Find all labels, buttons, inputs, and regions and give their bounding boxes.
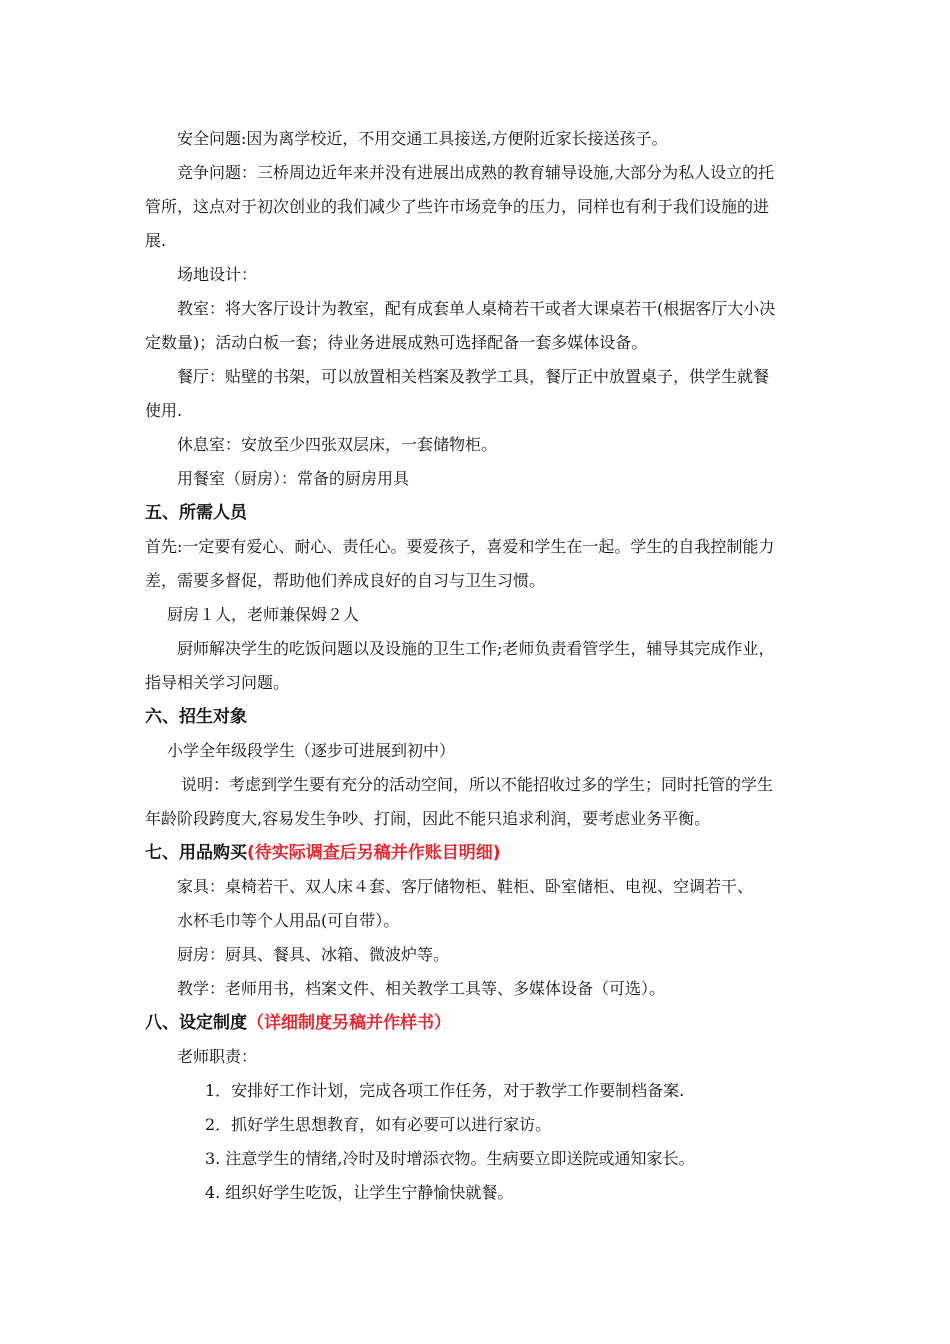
section7-heading-text: 七、用品购买: [145, 843, 247, 863]
section5-heading: 五、所需人员: [145, 503, 247, 523]
competition-paragraph-line2: 管所，这点对于初次创业的我们减少了些许市场竞争的压力，同样也有利于我们设施的进: [145, 197, 770, 216]
teacher-duties-title: 老师职责：: [177, 1047, 258, 1066]
teacher-duty-item: 2．抓好学生思想教育，如有必要可以进行家访。: [205, 1115, 552, 1134]
dining-paragraph-line1: 餐厅：贴壁的书架，可以放置相关档案及教学工具，餐厅正中放置桌子，供学生就餐: [177, 367, 770, 386]
dining-paragraph-line2: 使用.: [145, 401, 183, 420]
competition-paragraph-line3: 展.: [145, 231, 167, 250]
document-page: [145, 122, 815, 1210]
enrollment-note-line1: 说明：考虑到学生要有充分的活动空间，所以不能招收过多的学生；同时托管的学生: [181, 775, 774, 794]
competition-paragraph-line1: 竞争问题：三桥周边近年来并没有进展出成熟的教育辅导设施,大部分为私人设立的托: [177, 163, 775, 182]
section7-heading-note: (待实际调查后另稿并作账目明细): [247, 843, 501, 863]
furniture-line1: 家具：桌椅若干、双人床４套、客厅储物柜、鞋柜、卧室储柜、电视、空调若干、: [177, 877, 754, 896]
staff-count: 厨房１人，老师兼保姆２人: [167, 605, 360, 624]
lounge-paragraph: 休息室：安放至少四张双层床，一套储物柜。: [177, 435, 498, 454]
teaching-supplies: 教学：老师用书，档案文件、相关教学工具等、多媒体设备（可选）。: [177, 979, 666, 998]
staff-requirements-line2: 差，需要多督促，帮助他们养成良好的自习与卫生习惯。: [145, 571, 546, 590]
section8-heading-note: （详细制度另稿并作样书）: [247, 1013, 451, 1033]
furniture-line2: 水杯毛巾等个人用品(可自带）。: [177, 911, 400, 930]
venue-design-title: 场地设计：: [177, 265, 258, 284]
staff-duties-line1: 厨师解决学生的吃饭问题以及设施的卫生工作;老师负责看管学生，辅导其完成作业，: [177, 639, 775, 658]
enrollment-target: 小学全年级段学生（逐步可进展到初中）: [167, 741, 456, 760]
section7-heading: [145, 836, 815, 870]
safety-paragraph: 安全问题:因为离学校近，不用交通工具接送,方便附近家长接送孩子。: [177, 129, 668, 148]
classroom-paragraph-line2: 定数量)；活动白板一套；待业务进展成熟可选择配备一套多媒体设备。: [145, 333, 648, 352]
kitchen-paragraph: 用餐室（厨房）：常备的厨房用具: [177, 469, 410, 488]
kitchen-supplies: 厨房：厨具、餐具、冰箱、微波炉等。: [177, 945, 450, 964]
teacher-duty-item: 1．安排好工作计划，完成各项工作任务，对于教学工作要制档备案.: [205, 1081, 685, 1100]
section8-heading-text: 八、设定制度: [145, 1013, 247, 1033]
staff-duties-line2: 指导相关学习问题。: [145, 673, 290, 692]
section8-heading: [145, 1006, 815, 1040]
enrollment-note-line2: 年龄阶段跨度大,容易发生争吵、打闹，因此不能只追求利润，要考虑业务平衡。: [145, 809, 711, 828]
section6-heading: 六、招生对象: [145, 707, 247, 727]
teacher-duty-item: 3. 注意学生的情绪,冷时及时增添衣物。生病要立即送院或通知家长。: [205, 1149, 695, 1168]
classroom-paragraph-line1: 教室：将大客厅设计为教室，配有成套单人桌椅若干或者大课桌若干(根据客厅大小决: [177, 299, 776, 318]
teacher-duty-item: 4. 组织好学生吃饭，让学生宁静愉快就餐。: [205, 1183, 514, 1202]
staff-requirements-line1: 首先:一定要有爱心、耐心、责任心。要爱孩子，喜爱和学生在一起。学生的自我控制能力: [145, 537, 775, 556]
